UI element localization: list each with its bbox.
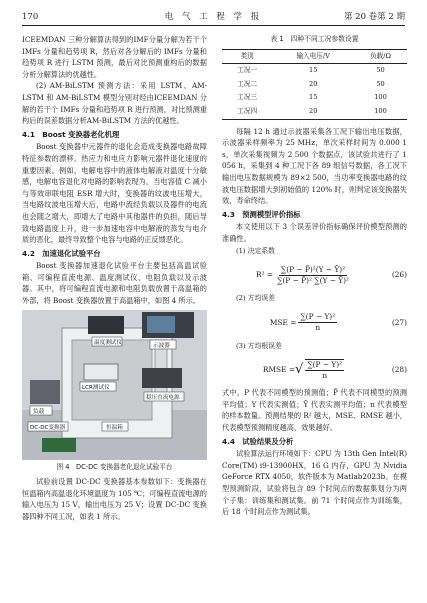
- left-column: [22, 34, 207, 523]
- label-load: 负载: [33, 408, 45, 415]
- issue-info: 第 20 卷第 2 期: [343, 12, 405, 22]
- equation-lhs: RMSE =: [262, 365, 296, 375]
- paragraph: ICEEMDAN 三种分解算法得到的IMF分量分解为若干个 IMFs 分量和趋势项 R，然后对各分解后的 IMFs 分量和趋势项 R 进行 LSTM 预测，最后对比预测重构后的数据分析分解算法的优越性。: [22, 35, 207, 79]
- label-oscilloscope: 示波器: [153, 342, 170, 349]
- equation-27: [222, 306, 407, 340]
- table-header: 类别: [222, 49, 272, 64]
- equation-28: [222, 353, 407, 387]
- test-platform-photo: [22, 310, 207, 460]
- denominator: ∑(P − P̄)² ∑(Y − Ȳ)²: [277, 275, 349, 285]
- table-cell: 工况二: [237, 79, 258, 88]
- table-cell: 20: [272, 105, 354, 119]
- fraction: [305, 359, 344, 381]
- section-heading: 4.4 试验结果及分析: [222, 436, 294, 446]
- table-cell: 工况一: [237, 66, 258, 75]
- table-header: 负载/Ω: [354, 49, 407, 64]
- sqrt-sign: √: [295, 362, 304, 378]
- metric-label: (3) 方均根误差: [236, 341, 282, 350]
- test-platform-illustration: [22, 310, 207, 460]
- table-cell: 15: [309, 66, 318, 75]
- journal-title: 电 气 工 程 学 报: [164, 12, 263, 22]
- section-heading: 4.1 Boost 变换器老化机理: [22, 129, 120, 139]
- paragraph: 试验前设置 DC-DC 变换器基本参数如下：变换器在恒温箱内高温退化环境温度为 105 ℃；可编程直流电源的输入电压为 15 V，输出电压为 25 V；设置 DC-DC 变换器四种不同工况，如表 1 所示。: [22, 477, 207, 522]
- table-cell: 20: [309, 79, 318, 88]
- table-row: [222, 105, 407, 119]
- right-column: [222, 34, 407, 518]
- paragraph: 每隔 12 h 通过示波器采集各工况下输出电压数据，示波器采样频率为 25 MHz，单次采样时间为 0.000 1 s，单次采集视频为 2 500 个数据点，该试验共进行了 1 056 h，采集到 4 种工况下各 89 组信号数据，各工况下输出电压数据规模为 89×2 500，当功率变换器电路的纹波电压数据增大到初始值的 120% 时，则判定该变换器失效，寿命终结。: [222, 126, 407, 206]
- table-cell: 100: [354, 105, 407, 119]
- table-row: [222, 64, 407, 78]
- page-number: 170: [22, 12, 39, 22]
- table-cell: 工况三: [237, 93, 258, 102]
- table-row: [222, 78, 407, 92]
- figure-caption: 图 4 DC-DC 变换器老化退化试验平台: [56, 462, 173, 471]
- numerator: ∑(P − P̄)²(Y − Ȳ)²: [280, 264, 346, 274]
- fraction: [298, 312, 337, 333]
- label-lcr: LCR测试仪: [82, 384, 110, 391]
- denominator: n: [315, 323, 321, 333]
- table-cell: 50: [376, 79, 385, 88]
- paragraph: Boost 变换器中元器件的退化会造成变换器电路故障特征参数的漂移。热应力和电应力影响元器件退化速度的重要因素。例如，电解电容中的液体电解液对温度十分敏感，电解电容退化对电路的影响表现为，当电容值 C 减小与等效串联电阻 ESR 增大时，变换器的纹波电压增大，当电路纹波电压增大后，电路中流经负载以及器件的电流也会随之增大，即增大了电路中其他器件的负担，随后导致电路温度上升，进一步加速电容中电解液的蒸发与电介质的恶化，最终导致整个电容与电路的正反馈恶化。: [22, 142, 207, 245]
- label-oven: 恒温箱: [106, 424, 123, 431]
- paragraph: Boost 变换器加速退化试验平台主要包括高温试验箱、可编程直流电源、温度测试仪、电阻负载以及示波器。其中，将可编程直流电源和电阻负载放置于高温箱的外部，将 Boost 变换器放置于高温箱中，如图 4 所示。: [22, 261, 207, 306]
- label-psu: 稳压直流电源: [146, 394, 180, 401]
- header-rule: [22, 25, 405, 26]
- numerator: ∑(P − Y)²: [307, 360, 343, 370]
- equation-26: [222, 258, 407, 292]
- table-caption: 表 1 四种不同工况参数设置: [270, 35, 359, 43]
- metric-label: (1) 决定系数: [236, 246, 275, 255]
- section-heading: 4.2 加速退化试验平台: [22, 248, 101, 258]
- equation-lhs: MSE =: [269, 317, 297, 327]
- paragraph: (2) AM-BiLSTM 预测方法：采用 LSTM、AM-LSTM 和 AM-BiLSTM 模型分别对经由ICEEMDAN 分解的若干个 IMFs 分量和趋势项 R 进行预测，对比预测重构后的误差数据分析AM-BiLSTM 方法的优越性。: [22, 81, 207, 126]
- paragraph: 试验算法运行环境如下：CPU 为 13th Gen Intel(R) Core(TM) i9-13900HX，16 G 内存，GPU 为 Nvidia GeForce RTX 4050，软件版本为 Matlab2023b。在模型预测阶段，试验将包含 89 个时间点的数据集划分为两个子集：训练集和测试集。前 71 个时间点作为训练集，后 18 个时间点作为测试集。: [222, 449, 407, 517]
- table-cell: 50: [376, 66, 385, 75]
- equation-number: (27): [391, 317, 407, 327]
- table-header: 输入电压/V: [272, 49, 354, 64]
- label-dcdc: DC-DC变换器: [30, 424, 66, 431]
- metric-label: (2) 方均误差: [236, 294, 275, 303]
- section-heading: 4.3 预测模型评价指标: [222, 209, 301, 219]
- equation-number: (26): [391, 270, 407, 280]
- page-header: [22, 10, 405, 24]
- paragraph: 本文使用以下 3 个误差评价指标确保评价模型预测的准确性。: [222, 222, 407, 243]
- table-cell: 15: [309, 93, 318, 102]
- label-temp-meter: 温度测试仪: [94, 339, 122, 346]
- table-cell: 100: [374, 93, 387, 102]
- table-header-row: [222, 49, 407, 64]
- conditions-table: [222, 49, 407, 120]
- numerator: ∑(P − Y)²: [300, 312, 336, 322]
- table-row: [222, 91, 407, 105]
- equation-lhs: R² =: [256, 270, 274, 280]
- equation-number: (28): [391, 365, 407, 375]
- fraction: [275, 265, 351, 286]
- table-cell: 工况四: [222, 105, 272, 119]
- paragraph: 式中，P 代表不同模型的预测值；P̄ 代表不同模型的预测平均值；Y 代表实测值；Ȳ 代表实测平均值；n 代表模型的样本数量。预测结果的 R² 越大，MSE、RMSE 越小，代表模型预测精度越高，效果越好。: [222, 388, 407, 433]
- denominator: n: [322, 371, 328, 381]
